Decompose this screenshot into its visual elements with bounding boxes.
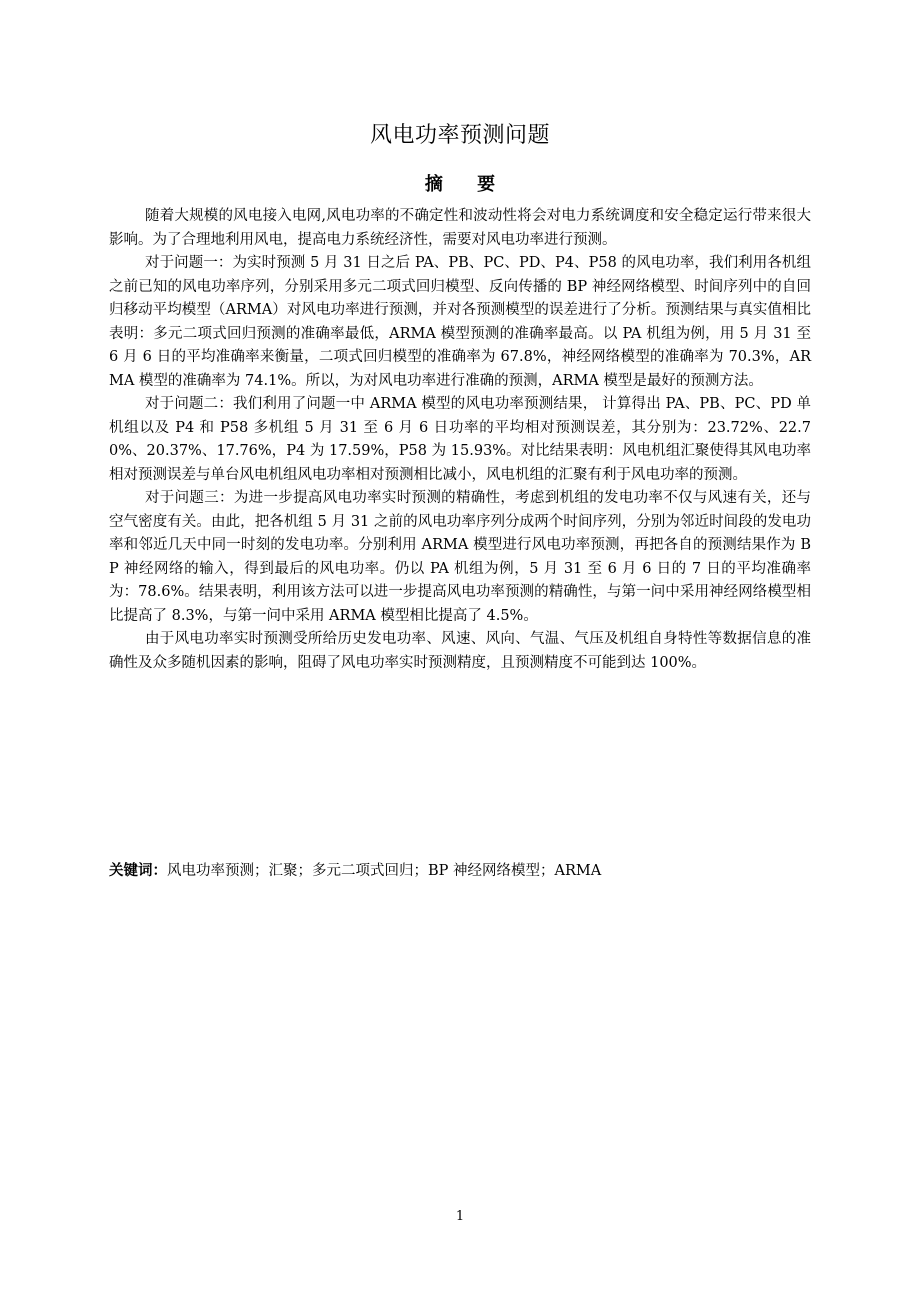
paper-title: 风电功率预测问题 (369, 123, 550, 148)
abstract-paragraph-problem-three: 对于问题三：为进一步提高风电功率实时预测的精确性，考虑到机组的发电功率不仅与风速有关，还与空气密度有关。由此，把各机组 5 月 31 之前的风电功率序列分成两个时间序列，分别为邻近时间段的发电功率和邻近几天中同一时刻的发电功率。分别利用 ARMA 模型进行风电功率预测，再把各自的预测结果作为 BP 神经网络的输入，得到最后的风电功率。仍以 PA 机组为例，5 月 31 至 6 月 6 日的 7 日的平均准确率为：78.6%。结果表明，利用该方法可以进一步提高风电功率预测的精确性，与第一问中采用神经网络模型相比提高了 8.3%，与第一问中采用 ARMA 模型相比提高了 4.5%。 (109, 490, 811, 624)
abstract-paragraph-limitations: 由于风电功率实时预测受所给历史发电功率、风速、风向、气温、气压及机组自身特性等数据信息的准确性及众多随机因素的影响，阻碍了风电功率实时预测精度，且预测精度不可能到达 100%。 (109, 631, 811, 671)
abstract-heading: 摘 要 (424, 174, 510, 195)
abstract-paragraph-problem-one: 对于问题一：为实时预测 5 月 31 日之后 PA、PB、PC、PD、P4、P58 的风电功率，我们利用各机组之前已知的风电功率序列，分别采用多元二项式回归模型、反向传播的 BP 神经网络模型、时间序列中的自回归移动平均模型（ARMA）对风电功率进行预测，并对各预测模型的误差进行了分析。预测结果与真实值相比表明：多元二项式回归预测的准确率最低，ARMA 模型预测的准确率最高。以 PA 机组为例，用 5 月 31 至 6 月 6 日的平均准确率来衡量，二项式回归模型的准确率为 67.8%，神经网络模型的准确率为 70.3%，ARMA 模型的准确率为 74.1%。所以，为对风电功率进行准确的预测，ARMA 模型是最好的预测方法。 (109, 255, 811, 389)
keywords-text: 风电功率预测；汇聚；多元二项式回归；BP 神经网络模型；ARMA (167, 863, 602, 879)
keywords-line (109, 860, 811, 883)
page-number: 1 (455, 1209, 465, 1224)
keywords-label: 关键词： (109, 863, 167, 879)
abstract-body (109, 205, 811, 675)
abstract-paragraph-intro: 随着大规模的风电接入电网,风电功率的不确定性和波动性将会对电力系统调度和安全稳定运行带来很大影响。为了合理地利用风电，提高电力系统经济性，需要对风电功率进行预测。 (109, 208, 811, 248)
abstract-paragraph-problem-two: 对于问题二：我们利用了问题一中 ARMA 模型的风电功率预测结果， 计算得出 PA、PB、PC、PD 单机组以及 P4 和 P58 多机组 5 月 31 至 6 月 6 日功率的平均相对预测误差，其分别为：23.72%、22.70%、20.37%、17.76%，P4 为 17.59%，P58 为 15.93%。对比结果表明：风电机组汇聚使得其风电功率相对预测误差与单台风电机组风电功率相对预测相比减小，风电机组的汇聚有利于风电功率的预测。 (109, 396, 811, 483)
